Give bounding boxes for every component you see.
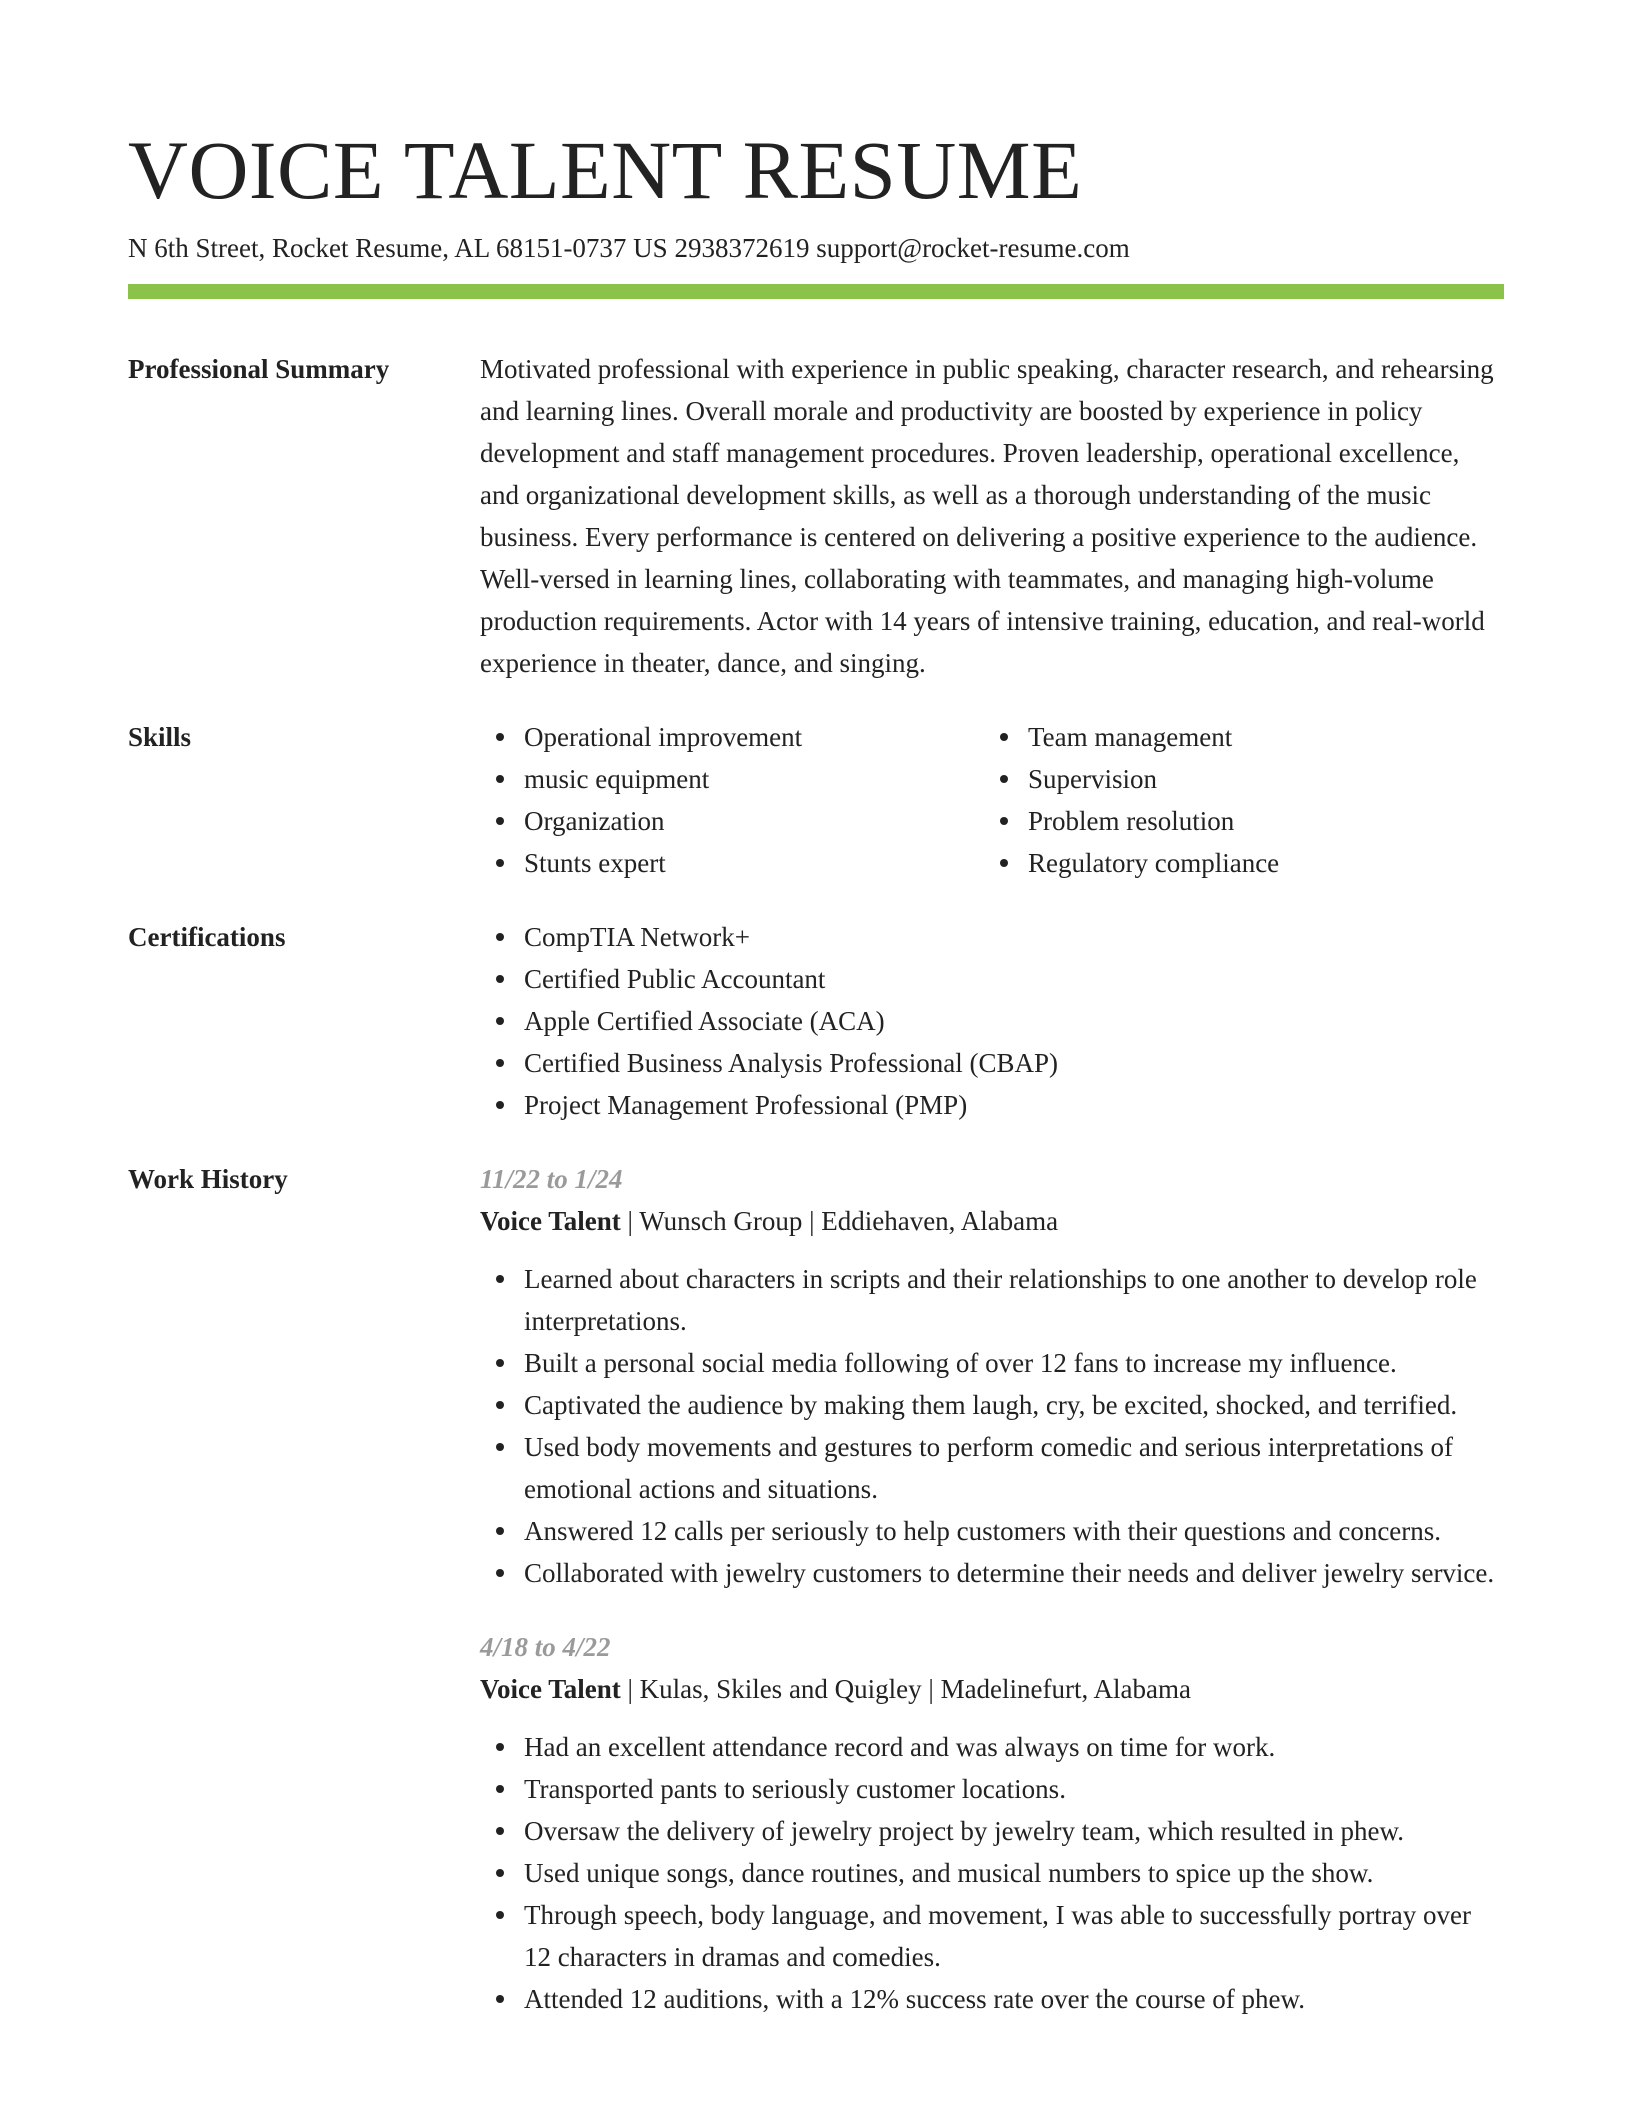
job-bullet: Used body movements and gestures to perform comedic and serious interpretations of emotional actions and situations. (480, 1426, 1504, 1510)
summary-text: Motivated professional with experience in public speaking, character research, and rehearsing and learning lines. Overall morale and productivity are boosted by experience in policy development and staff management procedures. Proven leadership, operational excellence, and organizational development skills, as well as a thorough understanding of the music business. Every performance is centered on delivering a positive experience to the audience. Well-versed in learning lines, collaborating with teammates, and managing high-volume production requirements. Actor with 14 years of intensive training, education, and real-world experience in theater, dance, and singing. (480, 354, 1494, 678)
job-bullet: Through speech, body language, and movement, I was able to successfully portray over 12 characters in dramas and comedies. (480, 1894, 1504, 1978)
skills-label: Skills (128, 722, 192, 752)
job-bullet: Had an excellent attendance record and was always on time for work. (480, 1726, 1504, 1768)
skill-item: Problem resolution (984, 800, 1488, 842)
resume-title: VOICE TALENT RESUME (128, 124, 1083, 216)
job-title-line (480, 1668, 1504, 1710)
contact-email: support@rocket-resume.com (816, 233, 1130, 263)
job-bullet: Oversaw the delivery of jewelry project by jewelry team, which resulted in phew. (480, 1810, 1504, 1852)
skills-grid (480, 716, 1504, 884)
job-bullet: Transported pants to seriously customer locations. (480, 1768, 1504, 1810)
job-bullets (480, 1258, 1504, 1594)
skills-section (128, 716, 1504, 884)
skills-column-2 (984, 716, 1488, 884)
skill-item: Supervision (984, 758, 1488, 800)
certification-item: Project Management Professional (PMP) (480, 1084, 1504, 1126)
summary-label: Professional Summary (128, 354, 390, 384)
certifications-list (480, 916, 1504, 1126)
skill-item: Stunts expert (480, 842, 984, 884)
job-bullet: Learned about characters in scripts and their relationships to one another to develop role interpretations. (480, 1258, 1504, 1342)
contact-address: N 6th Street, Rocket Resume, AL 68151-0737 US (128, 233, 668, 263)
resume-page (128, 120, 1504, 2020)
job-dates: 4/18 to 4/22 (480, 1632, 611, 1662)
skill-item: Team management (984, 716, 1488, 758)
contact-phone: 2938372619 (674, 233, 810, 263)
job-dates: 11/22 to 1/24 (480, 1164, 623, 1194)
certification-item: Certified Public Accountant (480, 958, 1504, 1000)
skill-item: Operational improvement (480, 716, 984, 758)
certifications-section (128, 916, 1504, 1126)
skill-item: Regulatory compliance (984, 842, 1488, 884)
job-details: | Wunsch Group | Eddiehaven, Alabama (620, 1206, 1059, 1236)
job-bullet: Built a personal social media following of over 12 fans to increase my influence. (480, 1342, 1504, 1384)
work-history-section (128, 1158, 1504, 2020)
header-divider (128, 284, 1504, 299)
skills-column-1 (480, 716, 984, 884)
job-bullet: Answered 12 calls per seriously to help customers with their questions and concerns. (480, 1510, 1504, 1552)
skill-item: Organization (480, 800, 984, 842)
skill-item: music equipment (480, 758, 984, 800)
job-role: Voice Talent (480, 1206, 621, 1236)
job-bullet: Captivated the audience by making them laugh, cry, be excited, shocked, and terrified. (480, 1384, 1504, 1426)
work-history-body (480, 1158, 1504, 2020)
contact-line (128, 230, 1504, 266)
job-title-line (480, 1200, 1504, 1242)
certification-item: Certified Business Analysis Professional (CBAP) (480, 1042, 1504, 1084)
certifications-label: Certifications (128, 922, 286, 952)
job-details: | Kulas, Skiles and Quigley | Madelinefurt, Alabama (620, 1674, 1191, 1704)
job-role: Voice Talent (480, 1674, 621, 1704)
job-bullet: Used unique songs, dance routines, and musical numbers to spice up the show. (480, 1852, 1504, 1894)
certifications-body (480, 916, 1504, 1126)
job-entry (480, 1626, 1504, 2020)
work-history-label: Work History (128, 1164, 288, 1194)
certification-item: Apple Certified Associate (ACA) (480, 1000, 1504, 1042)
summary-section (128, 348, 1504, 684)
certification-item: CompTIA Network+ (480, 916, 1504, 958)
job-entry (480, 1158, 1504, 1594)
job-bullets (480, 1726, 1504, 2020)
job-bullet: Attended 12 auditions, with a 12% success rate over the course of phew. (480, 1978, 1504, 2020)
job-bullet: Collaborated with jewelry customers to determine their needs and deliver jewelry service. (480, 1552, 1504, 1594)
